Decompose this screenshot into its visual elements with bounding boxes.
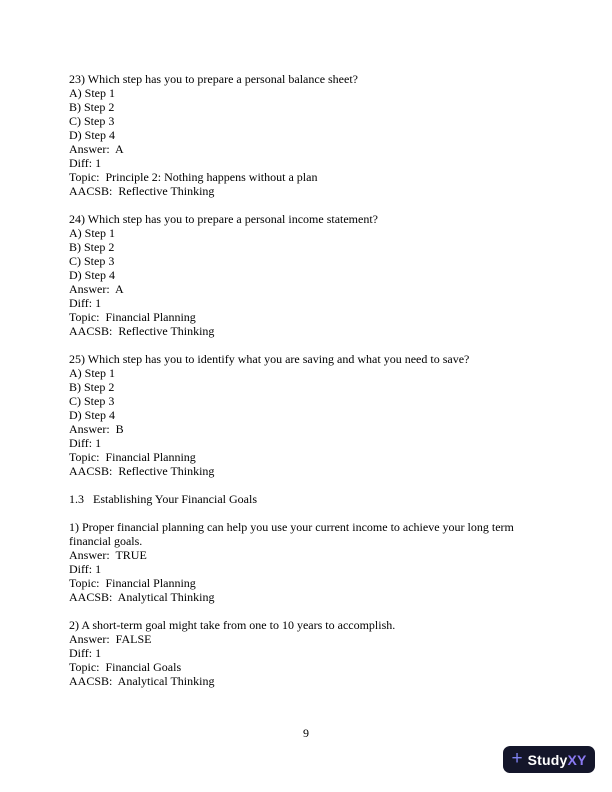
answer-line: Answer: TRUE: [69, 548, 147, 562]
plus-icon: +: [511, 748, 523, 769]
choice-option: A) Step 1: [69, 366, 115, 380]
choice-option: C) Step 3: [69, 394, 115, 408]
topic-line: Topic: Financial Goals: [69, 660, 182, 674]
diff-line: Diff: 1: [69, 156, 102, 170]
question-text: 25) Which step has you to identify what you are saving and what you need to save?: [69, 352, 470, 366]
topic-line: Topic: Financial Planning: [69, 310, 196, 324]
topic-line: Topic: Financial Planning: [69, 576, 196, 590]
question-text: 1) Proper financial planning can help you use your current income to achieve your long term: [69, 520, 514, 534]
question-text: 2) A short-term goal might take from one to 10 years to accomplish.: [69, 618, 396, 632]
section-heading: 1.3 Establishing Your Financial Goals: [69, 492, 257, 506]
diff-line: Diff: 1: [69, 562, 102, 576]
logo-text-primary: Study: [527, 751, 568, 768]
answer-line: Answer: A: [69, 142, 124, 156]
logo-text: [528, 752, 587, 768]
choice-option: A) Step 1: [69, 226, 115, 240]
aacsb-line: AACSB: Reflective Thinking: [69, 464, 215, 478]
diff-line: Diff: 1: [69, 646, 102, 660]
aacsb-line: AACSB: Reflective Thinking: [69, 184, 215, 198]
choice-option: C) Step 3: [69, 114, 115, 128]
logo-text-accent: XY: [567, 751, 587, 768]
question-block-tf-1: [69, 520, 552, 604]
diff-line: Diff: 1: [69, 296, 102, 310]
aacsb-line: AACSB: Reflective Thinking: [69, 324, 215, 338]
question-text: 24) Which step has you to prepare a personal income statement?: [69, 212, 379, 226]
question-text: 23) Which step has you to prepare a personal balance sheet?: [69, 72, 358, 86]
choice-option: B) Step 2: [69, 240, 115, 254]
choice-option: C) Step 3: [69, 254, 115, 268]
question-block-25: [69, 352, 552, 478]
aacsb-line: AACSB: Analytical Thinking: [69, 674, 215, 688]
diff-line: Diff: 1: [69, 436, 102, 450]
topic-line: Topic: Financial Planning: [69, 450, 196, 464]
topic-line: Topic: Principle 2: Nothing happens without a plan: [69, 170, 318, 184]
choice-option: D) Step 4: [69, 128, 115, 142]
studyxy-logo: [503, 746, 595, 773]
question-text: financial goals.: [69, 534, 143, 548]
choice-option: B) Step 2: [69, 380, 115, 394]
page-number: 9: [303, 726, 309, 740]
page-content: [69, 72, 552, 702]
answer-line: Answer: FALSE: [69, 632, 152, 646]
aacsb-line: AACSB: Analytical Thinking: [69, 590, 215, 604]
question-block-23: [69, 72, 552, 198]
question-block-24: [69, 212, 552, 338]
choice-option: B) Step 2: [69, 100, 115, 114]
answer-line: Answer: A: [69, 282, 124, 296]
choice-option: D) Step 4: [69, 268, 115, 282]
answer-line: Answer: B: [69, 422, 124, 436]
choice-option: A) Step 1: [69, 86, 115, 100]
choice-option: D) Step 4: [69, 408, 115, 422]
question-block-tf-2: [69, 618, 552, 688]
